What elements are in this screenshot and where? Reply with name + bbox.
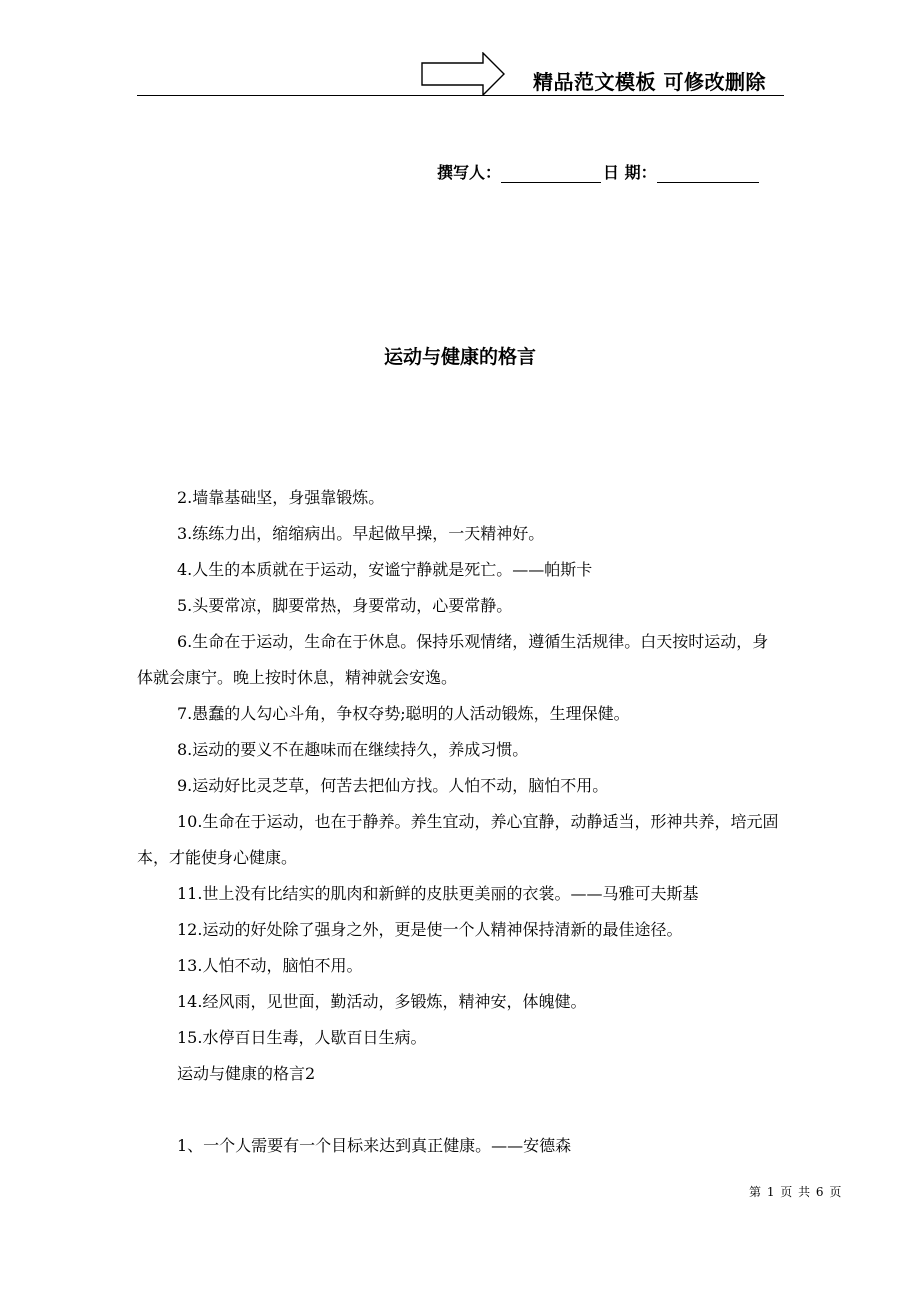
- paragraph: 11.世上没有比结实的肌肉和新鲜的皮肤更美丽的衣裳。——马雅可夫斯基: [177, 884, 699, 903]
- date-label: 日 期：: [603, 163, 657, 182]
- header-rule: [137, 95, 784, 96]
- author-blank[interactable]: [501, 164, 601, 183]
- paragraph: 10.生命在于运动，也在于静养。养生宜动，养心宜静，动静适当，形神共养，培元固本，才能使身心健康。: [137, 812, 779, 867]
- paragraph: 4.人生的本质就在于运动，安谧宁静就是死亡。——帕斯卡: [177, 560, 593, 579]
- paragraph: 9.运动好比灵芝草，何苦去把仙方找。人怕不动，脑怕不用。: [177, 776, 609, 795]
- paragraph: 13.人怕不动，脑怕不用。: [177, 956, 363, 975]
- paragraph: 5.头要常凉，脚要常热，身要常动，心要常静。: [177, 596, 513, 615]
- page-number: 第 1 页 共 6 页: [749, 1185, 843, 1199]
- spacer: [137, 1092, 784, 1128]
- date-blank[interactable]: [657, 164, 759, 183]
- paragraph: 14.经风雨，见世面，勤活动，多锻炼，精神安，体魄健。: [177, 992, 587, 1011]
- paragraph: 2.墙靠基础坚，身强靠锻炼。: [177, 488, 385, 507]
- author-line: [437, 160, 759, 183]
- right-arrow-icon: [421, 52, 505, 96]
- document-title: 运动与健康的格言: [383, 346, 536, 368]
- author-label: 撰写人：: [437, 163, 502, 182]
- section-heading: 运动与健康的格言2: [177, 1064, 316, 1083]
- paragraph: 1、一个人需要有一个目标来达到真正健康。——安德森: [177, 1136, 572, 1155]
- document-body: [137, 480, 784, 1164]
- paragraph: 12.运动的好处除了强身之外，更是使一个人精神保持清新的最佳途径。: [177, 920, 683, 939]
- paragraph: 3.练练力出，缩缩病出。早起做早操，一天精神好。: [177, 524, 545, 543]
- header-title: 精品范文模板 可修改删除: [533, 70, 766, 94]
- paragraph: 15.水停百日生毒，人歇百日生病。: [177, 1028, 427, 1047]
- paragraph: 6.生命在于运动，生命在于休息。保持乐观情绪，遵循生活规律。白天按时运动，身体就会康宁。晚上按时休息，精神就会安逸。: [137, 632, 769, 687]
- paragraph: 7.愚蠢的人勾心斗角，争权夺势;聪明的人活动锻炼，生理保健。: [177, 704, 630, 723]
- paragraph: 8.运动的要义不在趣味而在继续持久，养成习惯。: [177, 740, 529, 759]
